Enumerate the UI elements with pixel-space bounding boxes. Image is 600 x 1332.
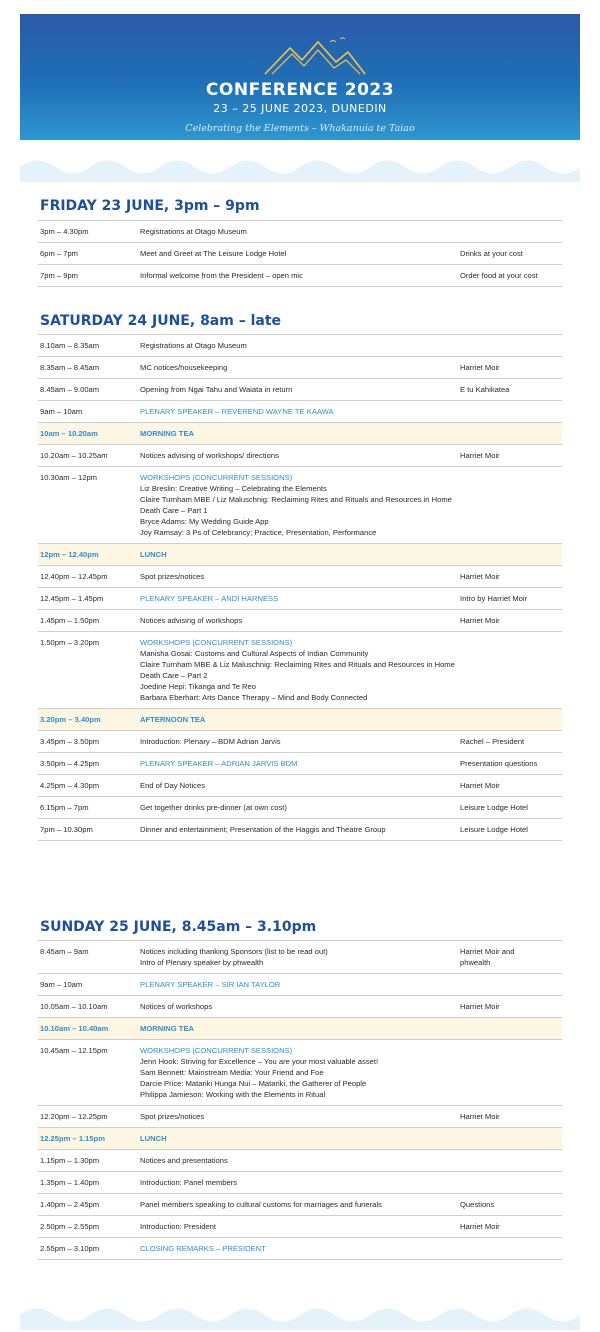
conference-tagline: Celebrating the Elements – Whakanuia te Taiao: [185, 123, 415, 134]
table-row: [38, 544, 562, 566]
table-row: [38, 819, 562, 841]
schedule-friday: [38, 220, 562, 287]
day-title-friday: FRIDAY 23 JUNE, 3pm – 9pm: [40, 198, 260, 214]
row-time: 7pm – 10.30pm: [40, 825, 93, 834]
row-desc: Opening from Ngai Tahu and Waiata in return: [140, 385, 293, 394]
workshop-item: Philippa Jamieson: Working with the Elements in Ritual: [140, 1090, 326, 1099]
table-row: [38, 566, 562, 588]
table-row: [38, 753, 562, 775]
row-note: Presentation questions: [460, 759, 538, 768]
row-time: 10.20am – 10.25am: [40, 451, 108, 460]
row-desc: LUNCH: [140, 1134, 167, 1143]
row-note: [460, 472, 562, 538]
row-note: E tu Kahikatea: [460, 385, 510, 394]
row-desc: Introduction: President: [140, 1222, 216, 1231]
row-time: 1.15pm – 1.30pm: [40, 1156, 100, 1165]
row-note: [460, 1243, 562, 1254]
row-note: [460, 340, 562, 351]
row-desc-line: Notices including thanking Sponsors (list to be read out): [140, 947, 328, 956]
table-row: [38, 731, 562, 753]
row-note: [460, 1177, 562, 1188]
row-time: 10.05am – 10.10am: [40, 1002, 108, 1011]
table-row: [38, 632, 562, 709]
row-desc: End of Day Notices: [140, 781, 205, 790]
row-note: [460, 1155, 562, 1166]
row-desc: MC notices/housekeeping: [140, 363, 228, 372]
row-note: Harriet Moir: [460, 572, 500, 581]
row-desc: PLENARY SPEAKER – ANDI HARNESS: [140, 594, 279, 603]
row-time: 12.45pm – 1.45pm: [40, 594, 104, 603]
table-row: [38, 974, 562, 996]
row-note: [460, 714, 562, 725]
table-row: [38, 423, 562, 445]
row-time: 8.10am – 8.35am: [40, 341, 100, 350]
workshop-heading: WORKSHOPS (CONCURRENT SESSIONS): [140, 473, 293, 482]
row-desc: MORNING TEA: [140, 1024, 194, 1033]
table-row: [38, 1128, 562, 1150]
row-note: Harriet Moir: [460, 616, 500, 625]
workshop-item: Joy Ramsay: 3 Ps of Celebrancy; Practice, Presentation, Performance: [140, 528, 377, 537]
day-title-sunday: SUNDAY 25 JUNE, 8.45am – 3.10pm: [40, 919, 317, 935]
row-note: [460, 428, 562, 439]
row-note: Harriet Moir: [460, 1222, 500, 1231]
workshop-item: Bryce Adams: My Wedding Guide App: [140, 517, 269, 526]
wave-divider-top: [20, 152, 580, 182]
row-time: 1.45pm – 1.50pm: [40, 616, 100, 625]
day-title-saturday: SATURDAY 24 JUNE, 8am – late: [40, 313, 282, 329]
row-time: 10.45am – 12.15pm: [40, 1046, 108, 1055]
row-desc: Meet and Greet at The Leisure Lodge Hotel: [140, 249, 287, 258]
schedule-saturday: [38, 334, 562, 841]
row-desc: Notices and presentations: [140, 1156, 228, 1165]
row-note: Harriet Moir: [460, 1002, 500, 1011]
row-note: Rachel – President: [460, 737, 525, 746]
workshop-heading: WORKSHOPS (CONCURRENT SESSIONS): [140, 638, 293, 647]
wave-divider-bottom: [20, 1300, 580, 1330]
row-time: 3.45pm – 3.50pm: [40, 737, 100, 746]
row-desc: Registrations at Otago Museum: [140, 341, 247, 350]
row-desc: PLENARY SPEAKER – ADRIAN JARVIS BDM: [140, 759, 298, 768]
workshop-heading: WORKSHOPS (CONCURRENT SESSIONS): [140, 1046, 293, 1055]
row-note: [460, 549, 562, 560]
table-row: [38, 243, 562, 265]
row-time: 10am – 10.20am: [40, 429, 98, 438]
row-time: 6pm – 7pm: [40, 249, 78, 258]
row-desc: [140, 472, 460, 538]
row-note: [460, 1023, 562, 1034]
row-note: Order food at your cost: [460, 271, 538, 280]
row-time: 7pm – 9pm: [40, 271, 78, 280]
table-row: [38, 797, 562, 819]
table-row: [38, 334, 562, 357]
row-desc: Panel members speaking to cultural customs for marriages and funerals: [140, 1200, 382, 1209]
row-time: 12.40pm – 12.45pm: [40, 572, 108, 581]
conference-title: CONFERENCE 2023: [205, 80, 395, 100]
row-time: 4.25pm – 4.30pm: [40, 781, 100, 790]
row-note: Leisure Lodge Hotel: [460, 803, 528, 812]
row-desc: Dinner and entertainment; Presentation of the Haggis and Theatre Group: [140, 825, 386, 834]
workshop-item: Jenn Hook: Striving for Excellence – You are your most valuable asset!: [140, 1057, 379, 1066]
row-time: 8.45am – 9am: [40, 947, 89, 956]
row-desc: Get together drinks pre-dinner (at own cost): [140, 803, 287, 812]
row-desc: PLENARY SPEAKER – REVEREND WAYNE TE KAAWA: [140, 407, 334, 416]
row-desc: [140, 1045, 460, 1100]
row-time: 3pm – 4.30pm: [40, 227, 89, 236]
table-row: [38, 775, 562, 797]
table-row: [38, 467, 562, 544]
workshop-item: Liz Breslin: Creative Writing – Celebrating the Elements: [140, 484, 327, 493]
row-desc: [140, 946, 460, 968]
row-desc: Introduction: Panel members: [140, 1178, 238, 1187]
row-time: 6.15pm – 7pm: [40, 803, 89, 812]
table-row: [38, 401, 562, 423]
workshop-item: Darcie Price: Matariki Hunga Nui – Matariki, the Gatherer of People: [140, 1079, 367, 1088]
row-time: 1.35pm – 1.40pm: [40, 1178, 100, 1187]
row-note: Intro by Harriet Moir: [460, 594, 528, 603]
workshop-item: Sam Bennett: Mainstream Media: Your Friend and Foe: [140, 1068, 324, 1077]
row-time: 1.40pm – 2.45pm: [40, 1200, 100, 1209]
table-row: [38, 445, 562, 467]
row-desc: LUNCH: [140, 550, 167, 559]
row-note: [460, 226, 562, 237]
table-row: [38, 1172, 562, 1194]
table-row: [38, 357, 562, 379]
schedule-sunday: [38, 940, 562, 1260]
row-note: Harriet Moir: [460, 451, 500, 460]
table-row: [38, 1194, 562, 1216]
table-row: [38, 610, 562, 632]
workshop-item: Claire Turnham MBE / Liz Maluschnig: Reclaiming Rites and Rituals and Resources in Home Death Care – Part 1: [140, 495, 452, 515]
row-desc: Notices advising of workshops: [140, 616, 243, 625]
table-row: [38, 996, 562, 1018]
row-note: Harriet Moir: [460, 781, 500, 790]
header-banner: [20, 14, 580, 140]
row-desc: Notices advising of workshops/ directions: [140, 451, 279, 460]
row-note: Leisure Lodge Hotel: [460, 825, 528, 834]
row-time: 10.10am – 10.40am: [40, 1024, 109, 1033]
table-row: [38, 1018, 562, 1040]
row-desc: Spot prizes/notices: [140, 572, 205, 581]
row-desc: CLOSING REMARKS – PRESIDENT: [140, 1244, 266, 1253]
row-note: Harriet Moir and phwealth: [460, 947, 515, 967]
row-note: Drinks at your cost: [460, 249, 523, 258]
table-row: [38, 1150, 562, 1172]
row-note: [460, 979, 562, 990]
row-desc-line: Intro of Plenary speaker by phwealth: [140, 958, 264, 967]
table-row: [38, 220, 562, 243]
row-desc: Spot prizes/notices: [140, 1112, 205, 1121]
row-note: [460, 637, 562, 703]
row-desc: [140, 637, 460, 703]
row-time: 8.45am – 9.00am: [40, 385, 100, 394]
table-row: [38, 379, 562, 401]
row-time: 3.50pm – 4.25pm: [40, 759, 100, 768]
workshop-item: Manisha Gosai: Customs and Cultural Aspects of Indian Community: [140, 649, 369, 658]
workshop-item: Claire Turnham MBE & Liz Maluschnig: Reclaiming Rites and Rituals and Resources in Home Death Care – Part 2: [140, 660, 455, 680]
row-desc: PLENARY SPEAKER – SIR IAN TAYLOR: [140, 980, 281, 989]
row-desc: Informal welcome from the President – open mic: [140, 271, 303, 280]
row-time: 2.50pm – 2.55pm: [40, 1222, 100, 1231]
row-desc: Introduction: Plenary – BDM Adrian Jarvis: [140, 737, 281, 746]
table-row: [38, 709, 562, 731]
row-time: 9am – 10am: [40, 407, 83, 416]
row-desc: AFTERNOON TEA: [140, 715, 206, 724]
row-note: Harriet Moir: [460, 363, 500, 372]
row-time: 12pm – 12.40pm: [40, 550, 99, 559]
row-note: Questions: [460, 1200, 495, 1209]
table-row: [38, 1238, 562, 1260]
table-row: [38, 588, 562, 610]
row-time: 3.20pm – 3.40pm: [40, 715, 101, 724]
row-note: [460, 406, 562, 417]
row-desc: Registrations at Otago Museum: [140, 227, 247, 236]
mountains-logo-icon: [260, 34, 370, 78]
workshop-item: Barbara Eberhart: Arts Dance Therapy – Mind and Body Connected: [140, 693, 368, 702]
row-time: 1.50pm – 3.20pm: [40, 638, 100, 647]
row-desc: MORNING TEA: [140, 429, 194, 438]
row-time: 12.25pm – 1.15pm: [40, 1134, 106, 1143]
table-row: [38, 1106, 562, 1128]
row-time: 2.55pm – 3.10pm: [40, 1244, 100, 1253]
row-time: 12.20pm – 12.25pm: [40, 1112, 108, 1121]
table-row: [38, 940, 562, 974]
row-time: 9am – 10am: [40, 980, 83, 989]
row-time: 10.30am – 12pm: [40, 473, 97, 482]
workshop-item: Joedine Hepi: Tikanga and Te Reo: [140, 682, 256, 691]
conference-dates: 23 – 25 JUNE 2023, DUNEDIN: [213, 102, 387, 115]
table-row: [38, 265, 562, 287]
table-row: [38, 1216, 562, 1238]
table-row: [38, 1040, 562, 1106]
row-time: 8.35am – 8.45am: [40, 363, 100, 372]
row-desc: Notices of workshops: [140, 1002, 213, 1011]
row-note: [460, 1045, 562, 1100]
row-note: [460, 1133, 562, 1144]
row-note: Harriet Moir: [460, 1112, 500, 1121]
